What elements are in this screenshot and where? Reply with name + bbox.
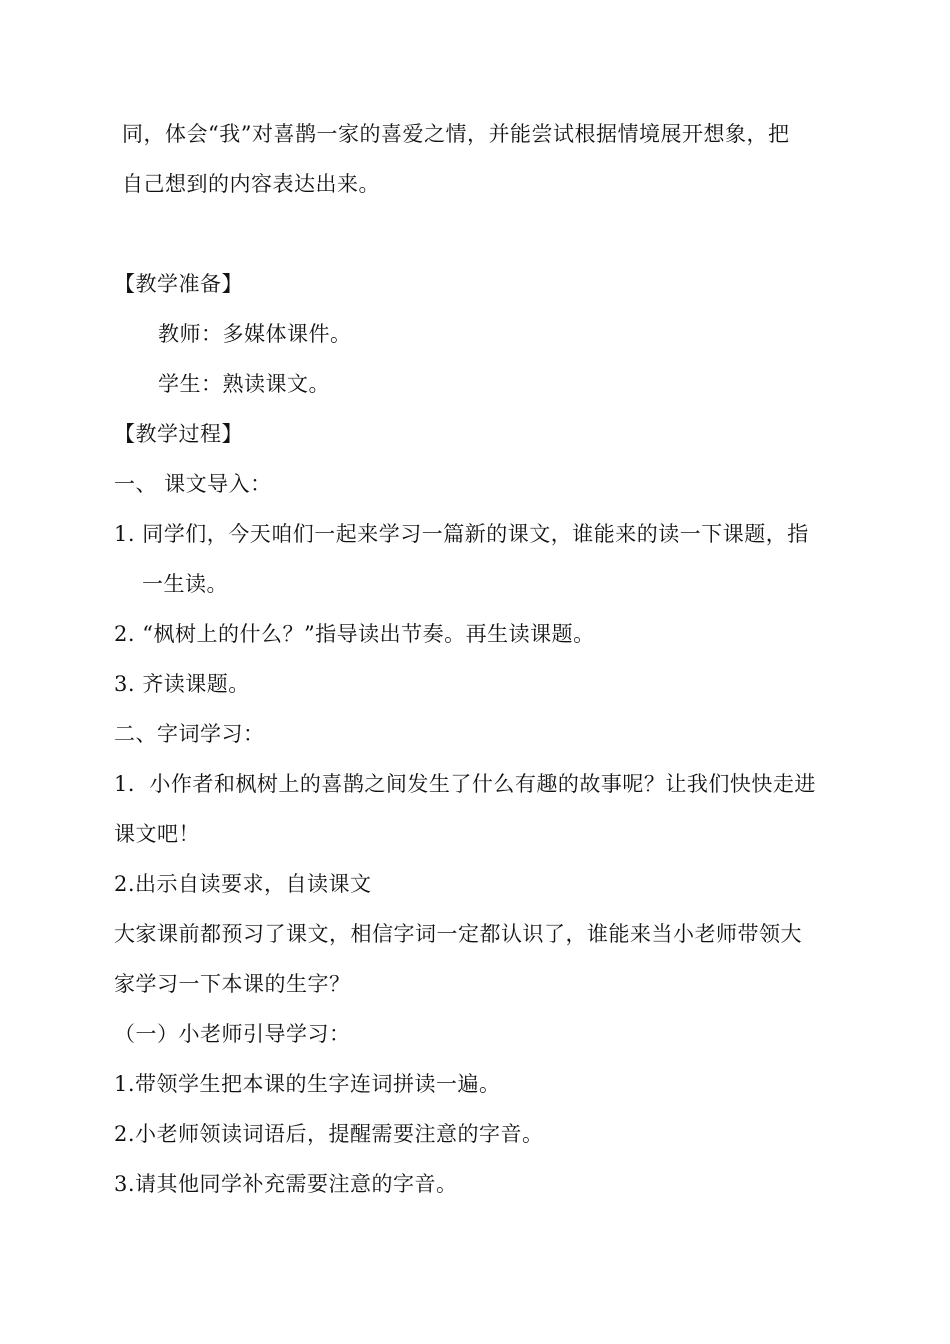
part2-sub1-item2: 2.小老师领读词语后，提醒需要注意的字音。 xyxy=(114,1122,544,1146)
part1-item1-line2: 一生读。 xyxy=(142,572,228,596)
objective-line-2: 自己想到的内容表达出来。 xyxy=(122,172,380,196)
part2-item1-line1: 1．小作者和枫树上的喜鹊之间发生了什么有趣的故事呢？让我们快快走进 xyxy=(114,772,816,796)
part2-item2: 2.出示自读要求，自读课文 xyxy=(114,872,372,896)
preparation-teacher: 教师：多媒体课件。 xyxy=(158,322,352,346)
preparation-student: 学生：熟读课文。 xyxy=(158,372,330,396)
part1-item1-line1: 1. 同学们，今天咱们一起来学习一篇新的课文，谁能来的读一下课题，指 xyxy=(114,522,809,546)
objective-line-1: 同，体会“我”对喜鹊一家的喜爱之情，并能尝试根据情境展开想象，把 xyxy=(122,122,790,146)
part2-sub1-title: （一）小老师引导学习： xyxy=(114,1022,351,1046)
part2-title: 二、字词学习： xyxy=(114,722,265,746)
part2-sub1-item1: 1.带领学生把本课的生字连词拼读一遍。 xyxy=(114,1072,501,1096)
section-heading-process: 【教学过程】 xyxy=(114,422,243,446)
part2-sub1-item3: 3.请其他同学补充需要注意的字音。 xyxy=(114,1172,458,1196)
part1-title: 一、 课文导入： xyxy=(114,472,272,496)
section-heading-preparation: 【教学准备】 xyxy=(114,272,243,296)
part1-item3: 3. 齐读课题。 xyxy=(114,672,250,696)
part2-item1-line2: 课文吧！ xyxy=(114,822,200,846)
part1-item2: 2. “枫树上的什么？”指导读出节奏。再生读课题。 xyxy=(114,622,595,646)
part2-paragraph-line1: 大家课前都预习了课文，相信字词一定都认识了，谁能来当小老师带领大 xyxy=(114,922,802,946)
part2-paragraph-line2: 家学习一下本课的生字？ xyxy=(114,972,351,996)
